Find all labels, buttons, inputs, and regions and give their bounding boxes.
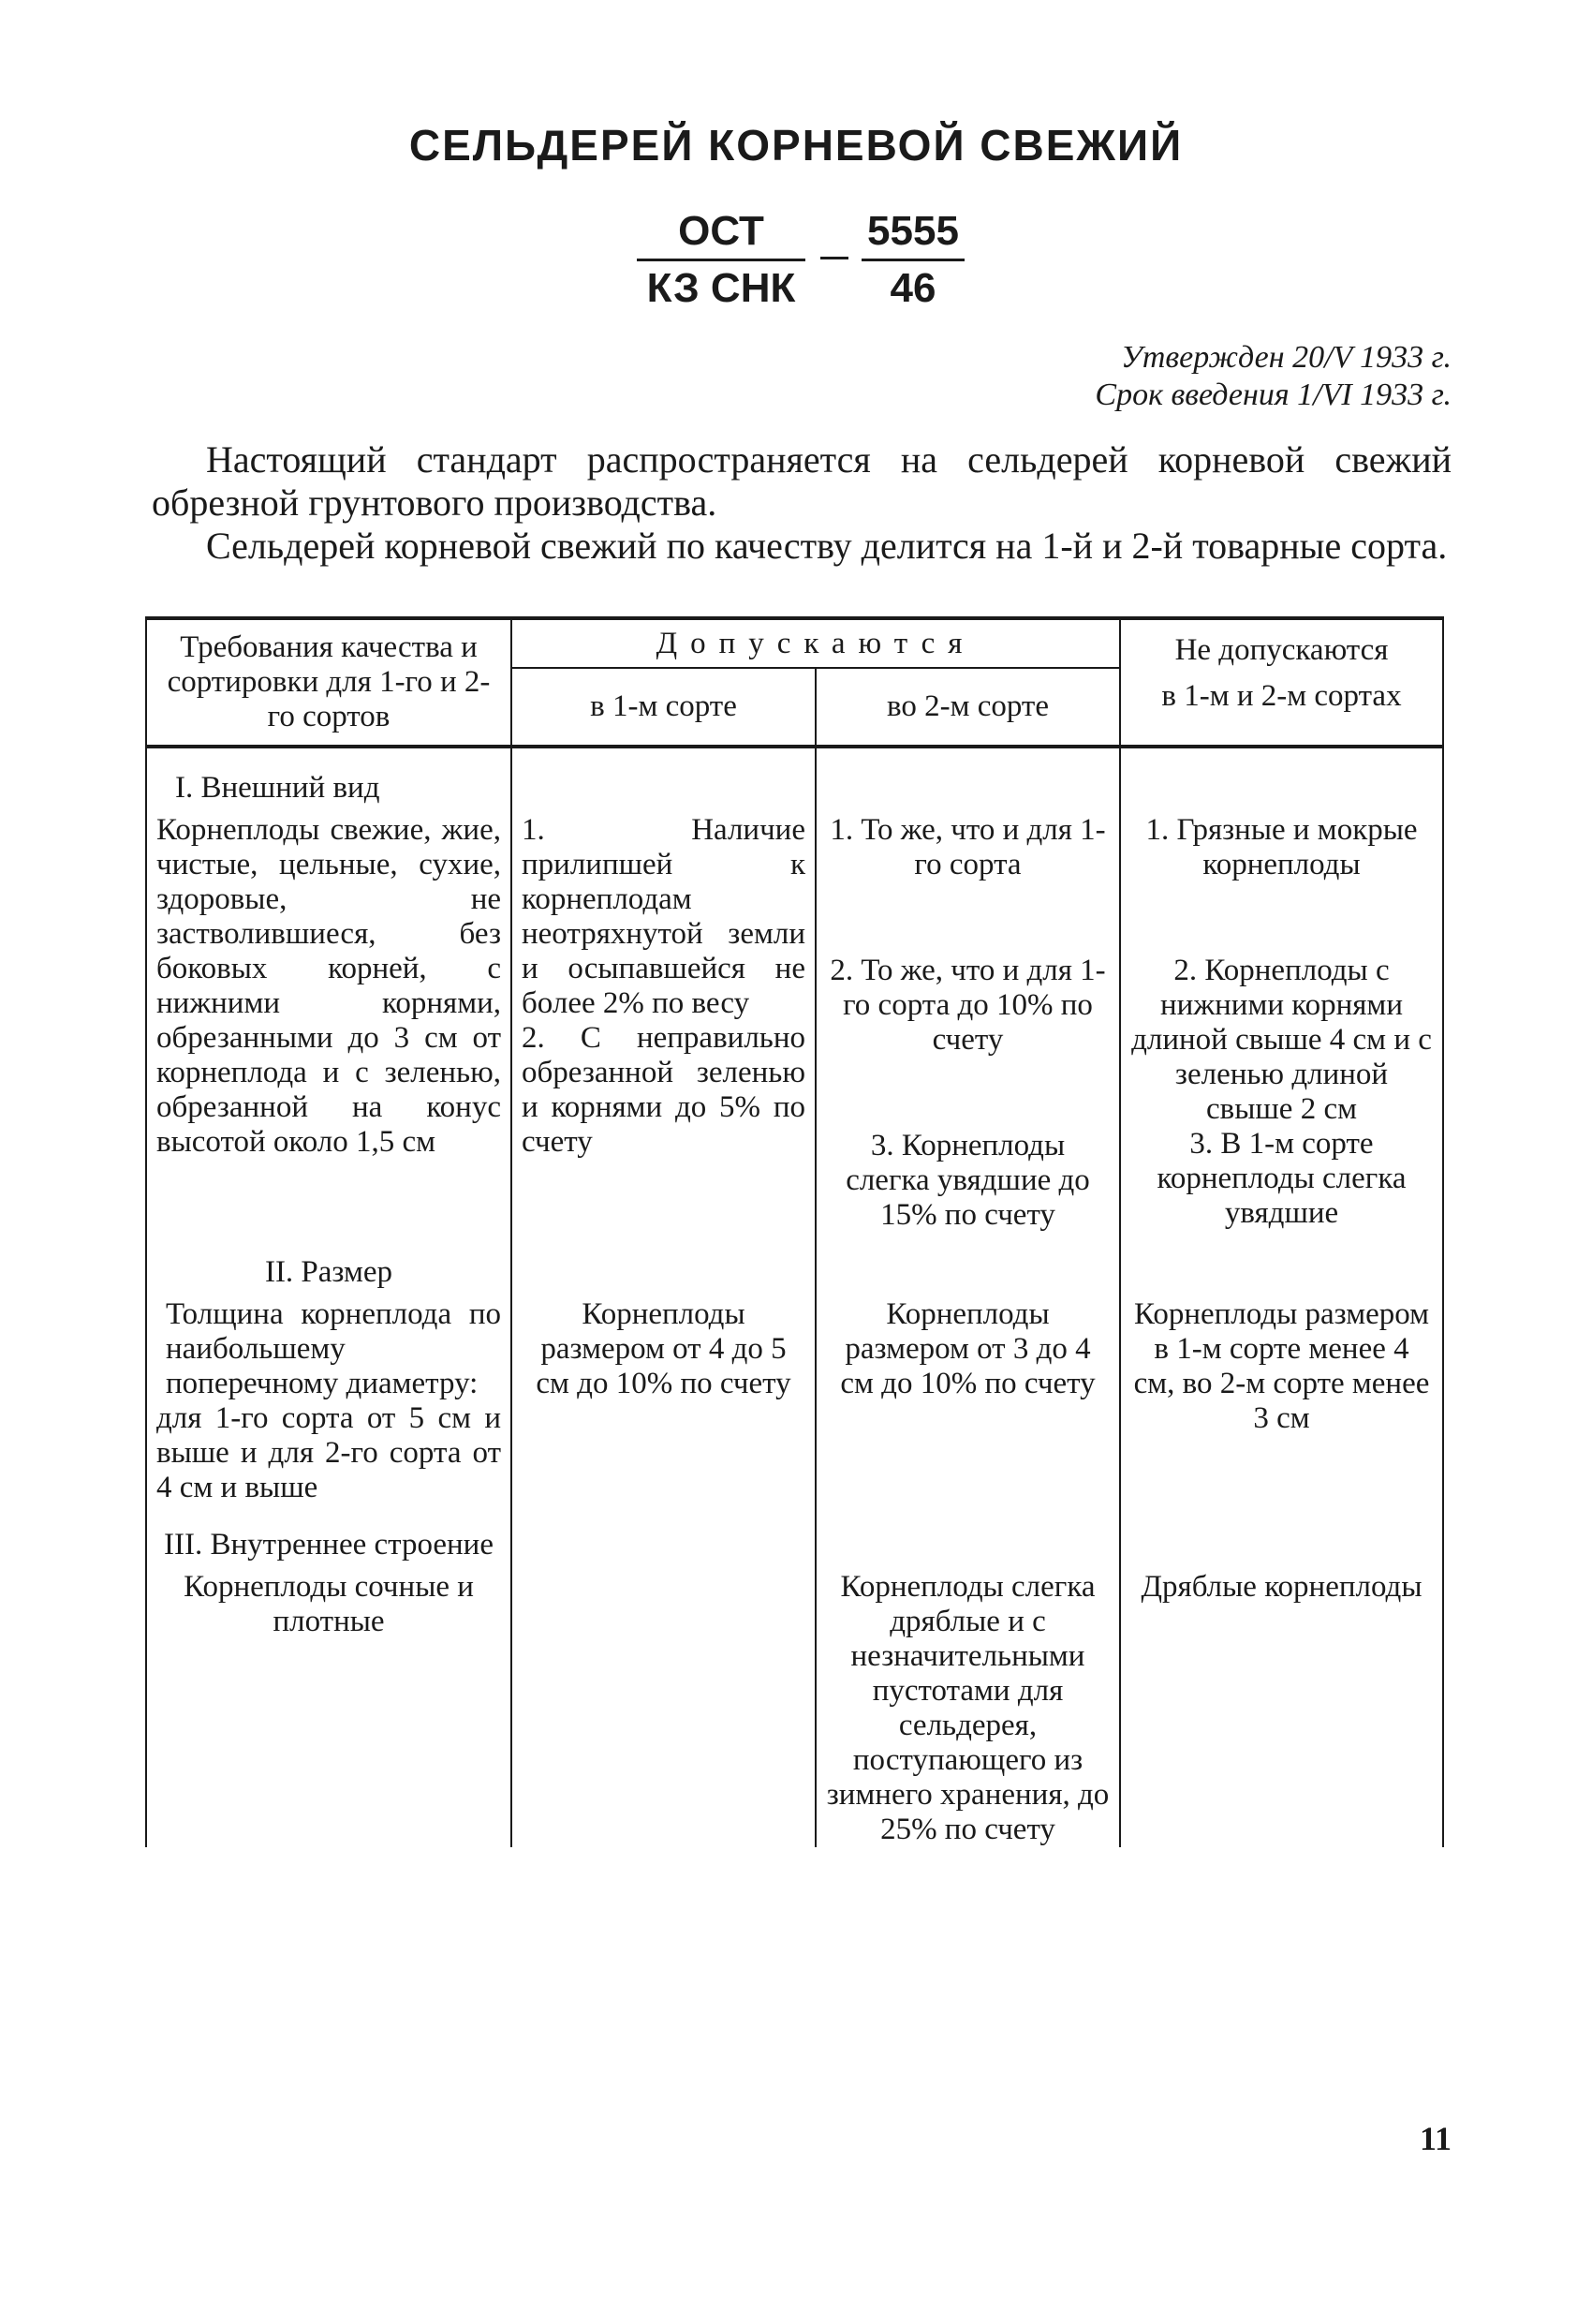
size-first-grade: Корнеплоды размером от 4 до 5 см до 10% по счету [511,1297,816,1505]
intro-paragraph-1: Настоящий стандарт распространяется на сельдерей корневой свежий обрезной грунтового производства. [152,438,1452,524]
appearance-not-1: 1. Грязные и мокрые корнеплоды [1145,813,1418,881]
header-requirements: Требования качества и сортировки для 1-го и 2-го сортов [146,618,511,747]
header-not-allowed: Не допускаются [1120,618,1443,668]
size-second-grade: Корнеплоды размером от 3 до 4 см до 10% по счету [816,1297,1120,1505]
size-not-allowed: Корнеплоды размером в 1-м сорте менее 4 см, во 2-м сорте менее 3 см [1120,1297,1443,1505]
header-allowed: Допускаются [511,618,1120,668]
section-heading-size: II. Размер [146,1233,511,1297]
appearance-first-1: 1. Наличие прилипшей к корнеплодам неотряхнутой земли и осыпавшейся не более 2% по весу [522,813,805,1020]
size-requirement-1: Толщина корнеплода по наибольшему поперечному диаметру: [166,1297,501,1400]
quality-table [145,616,1444,1847]
ost-left-top: ОСТ [637,208,805,261]
internal-not-allowed: Дряблые корнеплоды [1120,1570,1443,1847]
header-second-grade: во 2-м сорте [816,668,1120,747]
section-heading-internal: III. Внутреннее строение [146,1505,511,1570]
internal-first-grade [511,1570,816,1847]
page-number: 11 [1419,2120,1452,2157]
appearance-not-allowed [1120,813,1443,1233]
section-heading-appearance: I. Внешний вид [146,747,511,813]
quality-table-wrap [145,616,1442,2124]
approval-date: Утвержден 20/V 1933 г. [1120,340,1452,375]
appearance-not-3: 3. В 1-м сорте корнеплоды слегка увядшие [1157,1127,1407,1230]
appearance-second-grade [816,813,1120,1233]
ost-left-bottom: КЗ СНК [646,265,796,311]
size-requirement-2: для 1-го сорта от 5 см и выше и для 2-го сорта от 4 см и выше [156,1401,501,1504]
approval-note [1095,339,1452,414]
intro-paragraph-2: Сельдерей корневой свежий по качеству делится на 1-й и 2-й товарные сорта. [206,525,1448,567]
appearance-not-2: 2. Корнеплоды с нижними корнями длиной свыше 4 см и с зеленью длиной свыше 2 см [1131,954,1432,1126]
ost-dash [820,257,848,259]
intro-text [152,438,1452,568]
appearance-second-2: 2. То же, что и для 1-го сорта до 10% по счету [830,954,1106,1057]
appearance-first-2: 2. С неправильно обрезанной зеленью и корнями до 5% по счету [522,1021,805,1159]
size-requirement [146,1297,511,1505]
internal-requirement: Корнеплоды сочные и плотные [146,1570,511,1847]
appearance-second-3: 3. Корнеплоды слегка увядшие до 15% по счету [846,1129,1090,1232]
effective-date: Срок введения 1/VI 1933 г. [1095,377,1452,412]
ost-right-bottom: 46 [890,265,936,311]
internal-second-grade: Корнеплоды слегка дряблые и с незначительными пустотами для сельдерея, поступающего из зимнего хранения, до 25% по счету [816,1570,1120,1847]
header-not-allowed-grades: в 1-м и 2-м сортах [1120,668,1443,747]
appearance-requirement: Корнеплоды свежие, жие, чистые, цельные, сухие, здоровые, не застволившиеся, без боковых корней, с нижними корнями, обрезанными до 3 см от корнеплода и с зеленью, обрезанной на конус высотой около 1,5 см [146,813,511,1233]
header-first-grade: в 1-м сорте [511,668,816,747]
ost-fraction-right [862,208,965,312]
appearance-first-grade [511,813,816,1233]
ost-fraction-left [637,208,805,312]
page-title: СЕЛЬДЕРЕЙ КОРНЕВОЙ СВЕЖИЙ [408,121,1184,170]
appearance-second-1: 1. То же, что и для 1-го сорта [830,813,1106,881]
ost-right-top: 5555 [862,208,965,261]
